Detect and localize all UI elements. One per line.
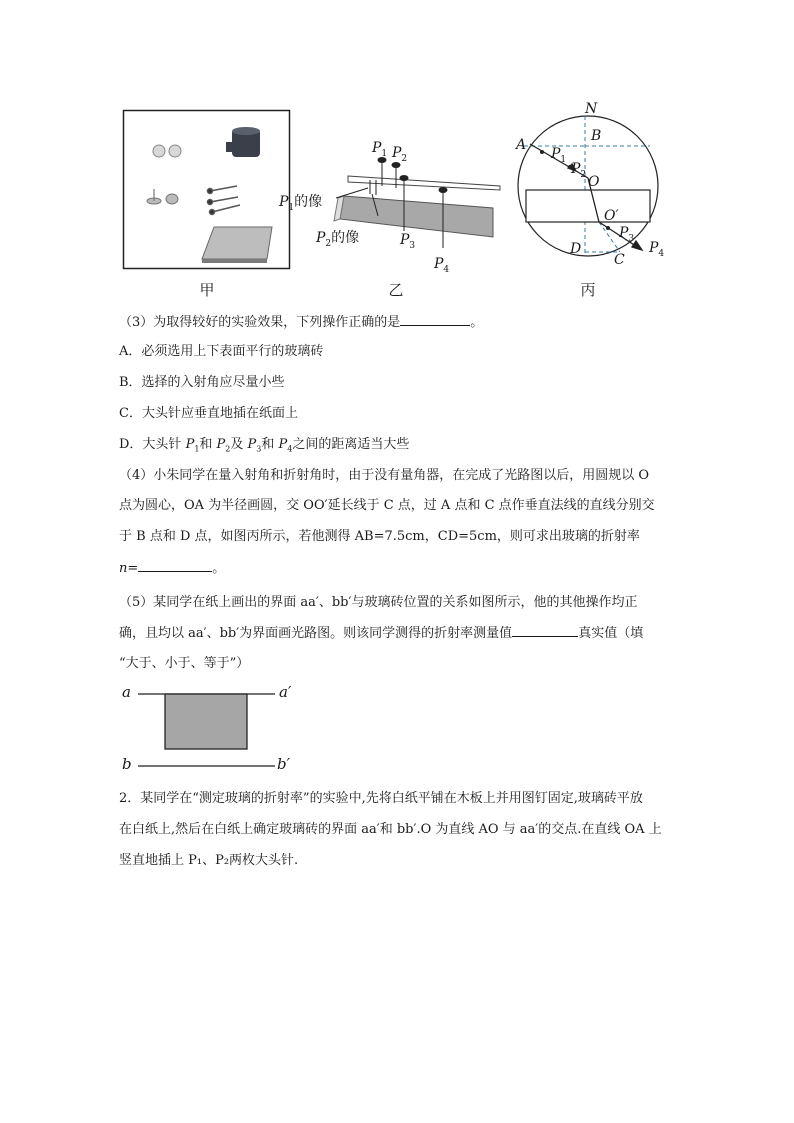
slab-label-b-prime: b′	[277, 755, 291, 773]
bing-label-O: O	[588, 174, 600, 190]
q4-line-2: 点为圆心，OA 为半径画圆，交 OO′延长线于 C 点，过 A 点和 C 点作垂直法线的直线分别交	[119, 498, 655, 513]
yi-label-p1: $P_1$	[372, 140, 388, 159]
q3-option-c: C．大头针应垂直地插在纸面上	[119, 406, 298, 421]
bing-label-p2: $P_2$	[571, 161, 587, 180]
q3-option-a: A．必须选用上下表面平行的玻璃砖	[119, 344, 324, 359]
q4-line-3: 于 B 点和 D 点，如图丙所示，若他测得 AB=7.5cm，CD=5cm，则可求出玻璃的折射率	[119, 529, 640, 544]
yi-label-p3: $P_3$	[400, 232, 416, 251]
q3-stem: （3）为取得较好的实验效果，下列操作正确的是 。	[119, 315, 484, 330]
bing-label-N: N	[585, 101, 598, 117]
bing-label-p3: $P_3$	[619, 225, 635, 244]
glass-brick	[165, 694, 247, 749]
bing-label-p1: $P_1$	[551, 146, 567, 165]
paper-strip	[348, 176, 500, 190]
q5-line-2: 确，且均以 aa′、bb′为界面画光路图。则该同学测得的折射率测量值 真实值（填	[119, 626, 644, 641]
q2-line-1: 2．某同学在“测定玻璃的折射率”的实验中,先将白纸平铺在木板上并用图钉固定,玻璃砖平放	[119, 791, 643, 806]
bing-label-p4: $P_4$	[649, 240, 665, 259]
caption-bing: 丙	[580, 281, 596, 299]
q5-line-3: “大于、小于、等于”）	[119, 656, 250, 671]
q4-line-4: n= 。	[119, 561, 226, 576]
caption-jia: 甲	[199, 281, 215, 299]
bing-label-D: D	[570, 241, 582, 257]
bing-label-C: C	[614, 252, 625, 268]
figure-jia	[122, 109, 292, 271]
q3-option-d: D．大头针 $P_1$和 $P_2$及 $P_3$和 $P_4$之间的距离适当大些	[119, 437, 410, 454]
yi-label-p2: $P_2$	[392, 145, 408, 164]
slab-label-a-prime: a′	[279, 683, 292, 701]
q5-line-1: （5）某同学在纸上画出的界面 aa′、bb′与玻璃砖位置的关系如图所示，他的其他操作均正	[119, 595, 638, 610]
yi-label-p1-image: $P_1$的像	[279, 194, 323, 213]
q3-option-b: B．选择的入射角应尽量小些	[119, 375, 285, 390]
glass-slab	[340, 196, 493, 237]
yi-label-p4: $P_4$	[434, 256, 450, 275]
yi-label-p2-image: $P_2$的像	[316, 230, 360, 249]
caption-yi: 乙	[388, 281, 404, 299]
glass-block	[526, 190, 650, 222]
answer-blank[interactable]	[512, 624, 578, 637]
answer-blank[interactable]	[138, 559, 212, 572]
bing-label-B: B	[591, 128, 602, 144]
q4-line-1: （4）小朱同学在量入射角和折射角时，由于没有量角器，在完成了光路图以后，用圆规以 O	[119, 468, 650, 483]
slab-label-a: a	[122, 683, 131, 701]
slab-label-b: b	[122, 755, 132, 773]
bing-label-O-prime: O′	[604, 208, 619, 224]
bing-label-A: A	[516, 137, 527, 153]
glass-brick	[202, 227, 272, 263]
answer-blank[interactable]	[400, 313, 470, 326]
q2-line-2: 在白纸上,然后在白纸上确定玻璃砖的界面 aa′和 bb′.O 为直线 AO 与 aa′的交点.在直线 OA 上	[119, 822, 662, 837]
q2-line-3: 竖直地插上 P₁、P₂两枚大头针.	[119, 853, 299, 868]
